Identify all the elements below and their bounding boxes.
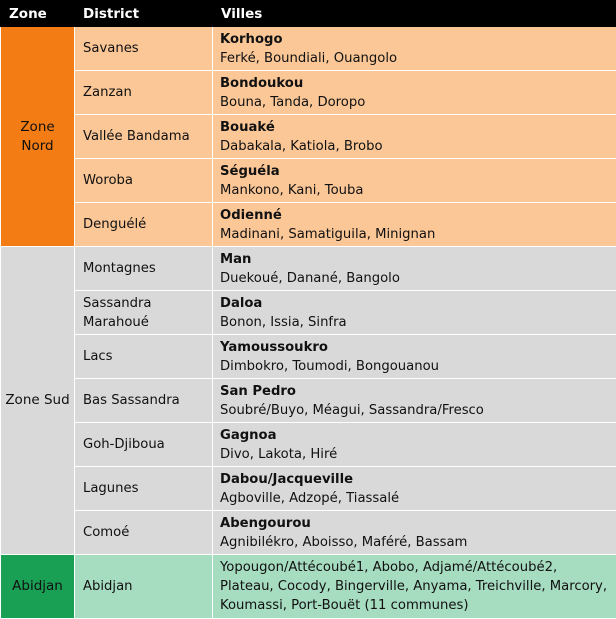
other-cities: Duekoué, Danané, Bangolo bbox=[220, 269, 608, 288]
main-city: Séguéla bbox=[220, 162, 608, 181]
district-cell: Goh-Djiboua bbox=[75, 423, 213, 467]
main-city: Korhogo bbox=[220, 30, 608, 49]
district-cell: Lagunes bbox=[75, 467, 213, 511]
villes-cell bbox=[213, 555, 616, 619]
district-cell: Vallée Bandama bbox=[75, 115, 213, 159]
table-row bbox=[1, 555, 616, 619]
table-row bbox=[1, 247, 616, 291]
district-cell: Zanzan bbox=[75, 71, 213, 115]
other-cities: Divo, Lakota, Hiré bbox=[220, 445, 608, 464]
district-cell: Bas Sassandra bbox=[75, 379, 213, 423]
table-row bbox=[1, 115, 616, 159]
other-cities: Agnibilékro, Aboisso, Maféré, Bassam bbox=[220, 533, 608, 552]
table-row bbox=[1, 71, 616, 115]
other-cities: Bonon, Issia, Sinfra bbox=[220, 313, 608, 332]
other-cities: Ferké, Boundiali, Ouangolo bbox=[220, 49, 608, 68]
table-row bbox=[1, 291, 616, 335]
zone-cell-nord: Zone Nord bbox=[1, 27, 75, 247]
district-cell: Montagnes bbox=[75, 247, 213, 291]
villes-cell bbox=[213, 335, 616, 379]
table-row bbox=[1, 423, 616, 467]
table-row bbox=[1, 335, 616, 379]
district-cell: Abidjan bbox=[75, 555, 213, 619]
main-city: Odienné bbox=[220, 206, 608, 225]
district-cell: Comoé bbox=[75, 511, 213, 555]
table-row bbox=[1, 203, 616, 247]
zone-cell-sud: Zone Sud bbox=[1, 247, 75, 555]
table-row bbox=[1, 379, 616, 423]
other-cities: Yopougon/Attécoubé1, Abobo, Adjamé/Attécoubé2, Plateau, Cocody, Bingerville, Anyama, Treichville, Marcory, Koumassi, Port-Bouët (11 communes) bbox=[220, 558, 608, 615]
district-cell: Savanes bbox=[75, 27, 213, 71]
header-row bbox=[1, 1, 616, 27]
main-city: Bouaké bbox=[220, 118, 608, 137]
villes-cell bbox=[213, 27, 616, 71]
main-city: Man bbox=[220, 250, 608, 269]
main-city: Daloa bbox=[220, 294, 608, 313]
villes-cell bbox=[213, 423, 616, 467]
other-cities: Mankono, Kani, Touba bbox=[220, 181, 608, 200]
other-cities: Madinani, Samatiguila, Minignan bbox=[220, 225, 608, 244]
zone-cell-abidjan: Abidjan bbox=[1, 555, 75, 619]
table-row bbox=[1, 467, 616, 511]
villes-cell bbox=[213, 71, 616, 115]
header-district: District bbox=[75, 1, 213, 27]
table-row bbox=[1, 27, 616, 71]
header-villes: Villes bbox=[213, 1, 616, 27]
header-zone: Zone bbox=[1, 1, 75, 27]
villes-cell bbox=[213, 511, 616, 555]
other-cities: Agboville, Adzopé, Tiassalé bbox=[220, 489, 608, 508]
villes-cell bbox=[213, 115, 616, 159]
main-city: Dabou/Jacqueville bbox=[220, 470, 608, 489]
other-cities: Dabakala, Katiola, Brobo bbox=[220, 137, 608, 156]
other-cities: Bouna, Tanda, Doropo bbox=[220, 93, 608, 112]
villes-cell bbox=[213, 467, 616, 511]
table-row bbox=[1, 511, 616, 555]
villes-cell bbox=[213, 247, 616, 291]
villes-cell bbox=[213, 379, 616, 423]
other-cities: Soubré/Buyo, Méagui, Sassandra/Fresco bbox=[220, 401, 608, 420]
main-city: Abengourou bbox=[220, 514, 608, 533]
main-city: Gagnoa bbox=[220, 426, 608, 445]
villes-cell bbox=[213, 203, 616, 247]
main-city: Bondoukou bbox=[220, 74, 608, 93]
district-cell: Sassandra Marahoué bbox=[75, 291, 213, 335]
main-city: Yamoussoukro bbox=[220, 338, 608, 357]
villes-cell bbox=[213, 291, 616, 335]
other-cities: Dimbokro, Toumodi, Bongouanou bbox=[220, 357, 608, 376]
main-city: San Pedro bbox=[220, 382, 608, 401]
table-row bbox=[1, 159, 616, 203]
villes-cell bbox=[213, 159, 616, 203]
district-cell: Lacs bbox=[75, 335, 213, 379]
district-cell: Denguélé bbox=[75, 203, 213, 247]
district-cell: Woroba bbox=[75, 159, 213, 203]
